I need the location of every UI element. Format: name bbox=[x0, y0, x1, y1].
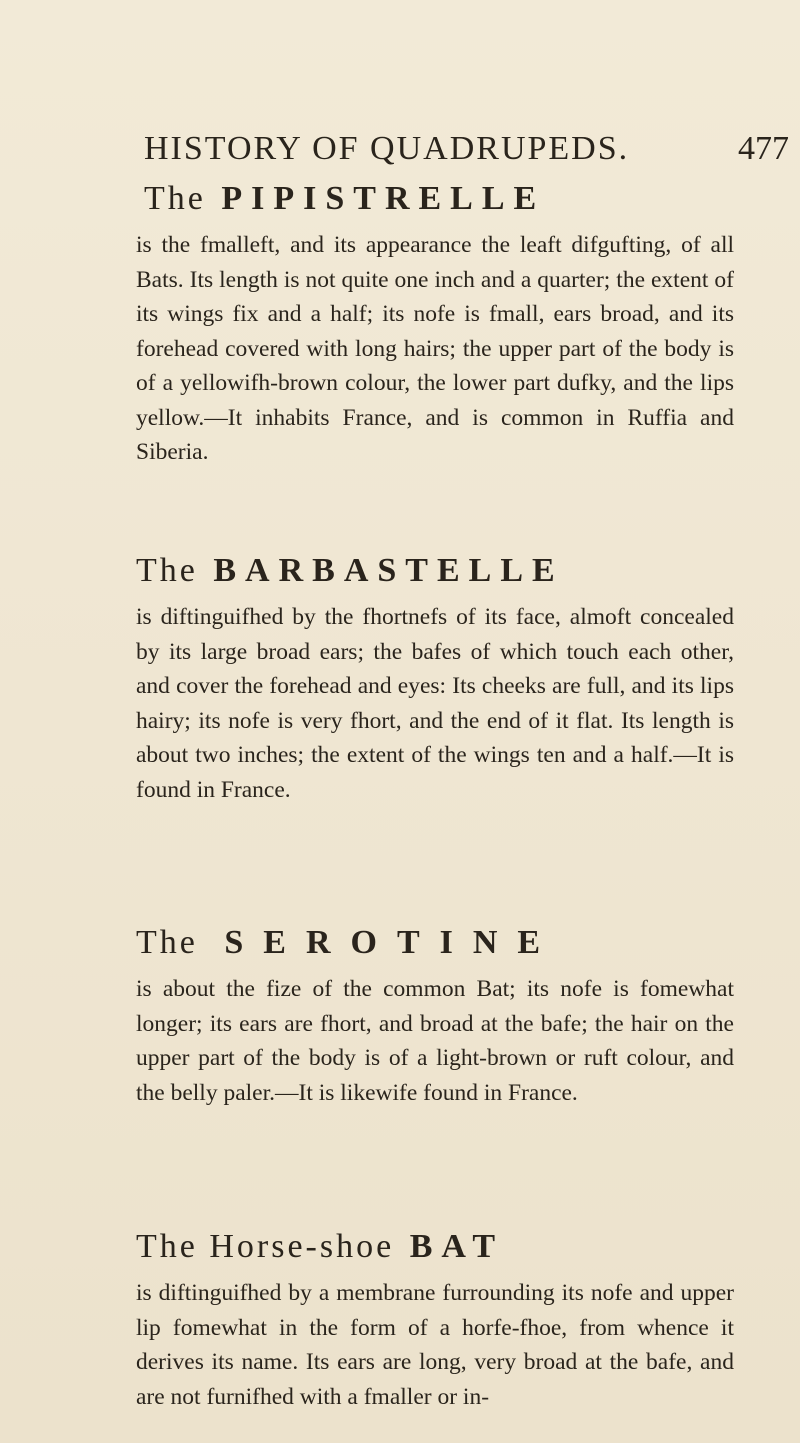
entry-text: is diftinguifhed by a membrane furrounding its nofe and upper lip fomewhat in the form of a horfe-fhoe, from whence it derives its name. Its ears are long, very broad at the bafe, and are not furnifhed with a fmaller or in- bbox=[136, 1280, 734, 1410]
entry-text: is about the fize of the common Bat; its nofe is fomewhat longer; its ears are fhort, and broad at the bafe; the hair on the upper part of the body is of a light-brown or ruft colour, and the belly paler.—It is likewife found in France. bbox=[136, 976, 734, 1106]
heading-name: BARBASTELLE bbox=[213, 552, 564, 589]
entry-heading bbox=[136, 552, 734, 590]
entry-barbastelle bbox=[136, 552, 734, 807]
running-head bbox=[144, 130, 800, 170]
entry-pipistrelle bbox=[136, 180, 734, 470]
heading-name: BAT bbox=[409, 1228, 505, 1265]
entry-text: is the fmalleft, and its appearance the leaft difgufting, of all Bats. Its length is not quite one inch and a quarter; the extent of its wings fix and a half; its nofe is fmall, ears broad, and its forehead covered with long hairs; the upper part of the body is of a yellowifh-brown colour, the lower part dufky, and the lips yellow.—It inhabits France, and is common in Ruffia and Siberia. bbox=[136, 232, 734, 465]
entry-text: is diftinguifhed by the fhortnefs of its face, almoft concealed by its large broad ears; the bafes of which touch each other, and cover the forehead and eyes: Its cheeks are full, and its lips hairy; its nofe is very fhort, and the end of it flat. Its length is about two inches; the extent of the wings ten and a half.—It is found in France. bbox=[136, 604, 734, 803]
entry-heading bbox=[136, 180, 734, 218]
running-title: HISTORY OF QUADRUPEDS. bbox=[144, 130, 630, 167]
heading-lead: The bbox=[144, 180, 206, 217]
heading-lead: The bbox=[136, 552, 198, 589]
heading-lead: The bbox=[136, 924, 198, 961]
heading-lead: The Horse-shoe bbox=[136, 1228, 395, 1265]
heading-name: PIPISTRELLE bbox=[221, 180, 546, 217]
entry-heading bbox=[136, 924, 734, 962]
entry-serotine bbox=[136, 924, 734, 1110]
heading-name: SEROTINE bbox=[224, 924, 561, 961]
entry-heading bbox=[136, 1228, 734, 1266]
page-number: 477 bbox=[738, 130, 789, 167]
entry-horse-shoe-bat bbox=[136, 1228, 734, 1414]
